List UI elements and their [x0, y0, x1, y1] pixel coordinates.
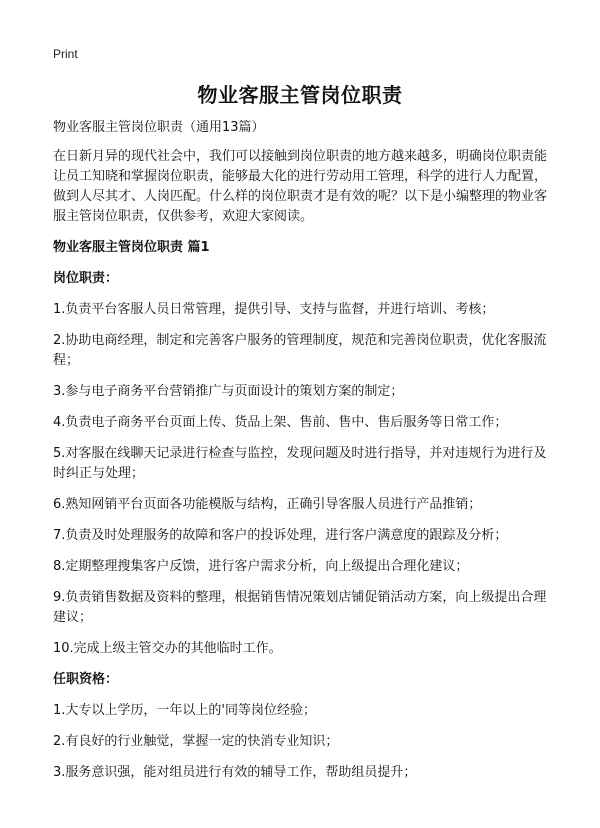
duty-item: 1.负责平台客服人员日常管理，提供引导、支持与监督，并进行培训、考核； [53, 302, 495, 317]
duty-item: 8.定期整理搜集客户反馈，进行客户需求分析，向上级提出合理化建议； [53, 559, 469, 574]
document-body [53, 118, 553, 794]
duty-item: 6.熟知网销平台页面各功能模版与结构，正确引导客服人员进行产品推销； [53, 497, 482, 512]
qualifications-heading: 任职资格： [53, 672, 119, 687]
duties-heading: 岗位职责： [53, 271, 119, 286]
duties-list [53, 300, 553, 659]
qualification-item: 3.服务意识强，能对组员进行有效的辅导工作，帮助组员提升； [53, 765, 417, 780]
document-subtitle: 物业客服主管岗位职责（通用13篇） [53, 120, 265, 135]
duty-item: 9.负责销售数据及资料的整理，根据销售情况策划店铺促销活动方案，向上级提出合理建议； [53, 590, 547, 625]
duty-item: 7.负责及时处理服务的故障和客户的投诉处理，进行客户满意度的跟踪及分析； [53, 528, 508, 543]
qualification-item: 2.有良好的行业触觉，掌握一定的快消专业知识； [53, 734, 339, 749]
article-heading: 物业客服主管岗位职责 篇1 [53, 240, 210, 255]
print-link[interactable]: Print [53, 47, 78, 61]
qualifications-list [53, 701, 553, 783]
qualification-item: 1.大专以上学历，一年以上的'同等岗位经验； [53, 703, 316, 718]
duty-item: 3.参与电子商务平台营销推广与页面设计的策划方案的制定； [53, 384, 404, 399]
duty-item: 2.协助电商经理，制定和完善客户服务的管理制度，规范和完善岗位职责，优化客服流程； [53, 333, 547, 368]
intro-paragraph: 在日新月异的现代社会中，我们可以接触到岗位职责的地方越来越多，明确岗位职责能让员工知晓和掌握岗位职责，能够最大化的进行劳动用工管理，科学的进行人力配置，做到人尽其才、人岗匹配。什么样的岗位职责才是有效的呢？以下是小编整理的物业客服主管岗位职责，仅供参考，欢迎大家阅读。 [53, 149, 548, 224]
duty-item: 4.负责电子商务平台页面上传、货品上架、售前、售中、售后服务等日常工作； [53, 415, 508, 430]
duty-item: 5.对客服在线聊天记录进行检查与监控，发现问题及时进行指导，并对违规行为进行及时纠正与处理； [53, 446, 547, 481]
page-title: 物业客服主管岗位职责 [197, 83, 403, 107]
duty-item: 10.完成上级主管交办的其他临时工作。 [53, 641, 282, 656]
